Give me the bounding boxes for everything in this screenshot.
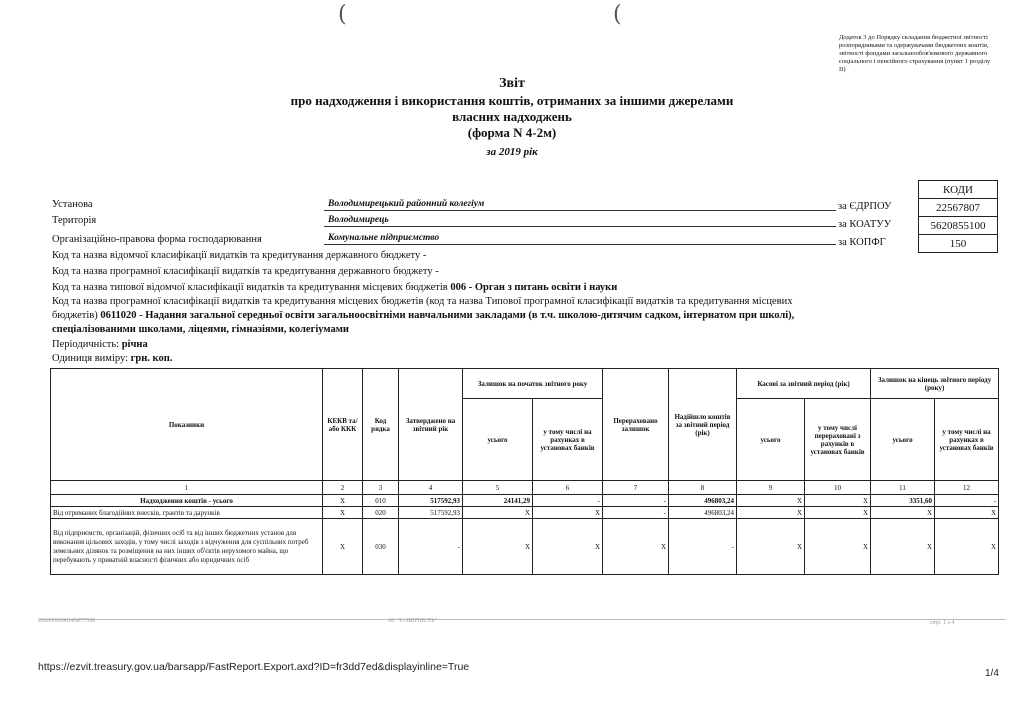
row-start-total: 24141,29 bbox=[463, 495, 533, 507]
print-url: https://ezvit.treasury.gov.ua/barsapp/FastReport.Export.axd?ID=fr3dd7ed&displayinline=True bbox=[38, 661, 470, 673]
row-kekv: X bbox=[323, 507, 363, 519]
edrpou-label: за ЄДРПОУ bbox=[838, 201, 892, 212]
report-subtitle-1: про надходження і використання коштів, отриманих за іншими джерелами bbox=[290, 93, 734, 108]
row-start-bank: - bbox=[533, 495, 603, 507]
header-transferred: Перераховано залишок bbox=[603, 369, 669, 481]
punch-mark-right: ( bbox=[613, 2, 622, 27]
row-received: 496803,24 bbox=[669, 495, 737, 507]
koatuu-label: за КОАТУУ bbox=[838, 219, 892, 230]
legal-form-value: Комунальне підприємство bbox=[324, 232, 836, 245]
col-num: 9 bbox=[737, 481, 805, 495]
row-transferred: X bbox=[603, 519, 669, 575]
kopfg-label: за КОПФГ bbox=[838, 237, 886, 248]
row-name: Надходження коштів - усього bbox=[51, 495, 323, 507]
row-cash-total: X bbox=[737, 507, 805, 519]
koatuu-value: 5620855100 bbox=[919, 217, 998, 235]
col-num: 6 bbox=[533, 481, 603, 495]
row-approved: 517592,93 bbox=[399, 507, 463, 519]
local-dept-classification: Код та назва типової відомчої класифікації видатків та кредитування місцевих бюджетів 006 - Орган з питань освіти і науки bbox=[52, 282, 618, 293]
row-cash-bank: X bbox=[805, 507, 871, 519]
row-cash-total: X bbox=[737, 519, 805, 575]
row-approved: 517592,93 bbox=[399, 495, 463, 507]
row-name: Від підприємств, організацій, фізичних осіб та від інших бюджетних установ для виконання цільових заходів, у тому числі заходів з відчуження для суспільних потреб земельних ділянок та розміщення на них інших об'єктів нерухомого майна, що перебувають у приватній власності фізичних або юридичних осіб bbox=[51, 519, 323, 575]
state-program-classification: Код та назва програмної класифікації видатків та кредитування державного бюджету - bbox=[52, 266, 439, 277]
state-dept-classification: Код та назва відомчої класифікації видатків та кредитування державного бюджету - bbox=[52, 250, 427, 261]
row-end-bank: X bbox=[935, 519, 999, 575]
col-num: 7 bbox=[603, 481, 669, 495]
table-row bbox=[51, 519, 999, 575]
footer-doc-id: 2020000096145677556 bbox=[38, 618, 95, 624]
unit: Одиниця виміру: грн. коп. bbox=[52, 353, 173, 364]
header-received: Надійшло коштів за звітний період (рік) bbox=[669, 369, 737, 481]
annex-note: Додаток 3 до Порядку складання бюджетної звітності розпорядниками та одержувачами бюджетних коштів, звітності фондами загальнообов'язкового державного соціального і пенсійного страхування (пункт 1 розділу II) bbox=[839, 34, 991, 73]
institution-value: Володимирецький районний колегіум bbox=[324, 198, 836, 211]
row-name: Від отриманих благодійних внесків, грантів та дарунків bbox=[51, 507, 323, 519]
local-program-classification-3: спеціалізованими школами, ліцеями, гімназіями, колегіумами bbox=[52, 324, 349, 335]
header-end-bank: у тому числі на рахунках в установах банків bbox=[935, 399, 999, 481]
row-start-total: X bbox=[463, 519, 533, 575]
periodicity: Періодичність: річна bbox=[52, 339, 148, 350]
row-code: 010 bbox=[363, 495, 399, 507]
header-cash: Касові за звітний період (рік) bbox=[737, 369, 871, 399]
row-end-bank: X bbox=[935, 507, 999, 519]
header-start-total: усього bbox=[463, 399, 533, 481]
row-start-bank: X bbox=[533, 507, 603, 519]
report-period: за 2019 рік bbox=[486, 146, 538, 158]
row-end-bank: - bbox=[935, 495, 999, 507]
edrpou-value: 22567807 bbox=[919, 199, 998, 217]
row-transferred: - bbox=[603, 507, 669, 519]
col-num: 3 bbox=[363, 481, 399, 495]
col-num: 10 bbox=[805, 481, 871, 495]
table-row bbox=[51, 495, 999, 507]
territory-value: Володимирець bbox=[324, 214, 836, 227]
header-end-total: усього bbox=[871, 399, 935, 481]
row-kekv: X bbox=[323, 519, 363, 575]
row-end-total: X bbox=[871, 507, 935, 519]
row-received: - bbox=[669, 519, 737, 575]
local-program-classification-2: бюджетів) 0611020 - Надання загальної середньої освіти загальноосвітніми навчальними закладами (в т.ч. школою-дитячим садком, інтернатом при школі), bbox=[52, 310, 795, 321]
table-row bbox=[51, 507, 999, 519]
punch-mark-left: ( bbox=[338, 2, 347, 27]
row-cash-bank: X bbox=[805, 495, 871, 507]
codes-table bbox=[918, 180, 998, 253]
row-cash-total: X bbox=[737, 495, 805, 507]
header-indicators: Показники bbox=[51, 369, 323, 481]
territory-label: Територія bbox=[52, 215, 97, 226]
header-approved: Затверджено на звітний рік bbox=[399, 369, 463, 481]
row-code: 030 bbox=[363, 519, 399, 575]
col-num: 11 bbox=[871, 481, 935, 495]
header-kekv: КЕКВ та/або ККК bbox=[323, 369, 363, 481]
col-num: 12 bbox=[935, 481, 999, 495]
header-cash-bank: у тому числі перераховані з рахунків в установах банків bbox=[805, 399, 871, 481]
report-title: Звіт bbox=[499, 76, 525, 91]
row-approved: - bbox=[399, 519, 463, 575]
footer-divider bbox=[38, 619, 1006, 620]
header-start-bank: у тому числі на рахунках в установах банків bbox=[533, 399, 603, 481]
row-code: 020 bbox=[363, 507, 399, 519]
col-num: 2 bbox=[323, 481, 363, 495]
row-end-total: 3351,60 bbox=[871, 495, 935, 507]
col-num: 5 bbox=[463, 481, 533, 495]
header-balance-start: Залишок на початок звітного року bbox=[463, 369, 603, 399]
row-start-total: X bbox=[463, 507, 533, 519]
row-cash-bank: X bbox=[805, 519, 871, 575]
institution-label: Установа bbox=[52, 199, 93, 210]
col-num: 4 bbox=[399, 481, 463, 495]
kopfg-value: 150 bbox=[919, 235, 998, 253]
report-subtitle-2: власних надходжень bbox=[452, 109, 572, 124]
codes-header: КОДИ bbox=[919, 181, 998, 199]
row-kekv: X bbox=[323, 495, 363, 507]
header-balance-end: Залишок на кінець звітного періоду (року) bbox=[871, 369, 999, 399]
col-num: 1 bbox=[51, 481, 323, 495]
print-page-number: 1/4 bbox=[985, 668, 999, 679]
row-end-total: X bbox=[871, 519, 935, 575]
report-table bbox=[50, 368, 999, 575]
col-num: 8 bbox=[669, 481, 737, 495]
footer-system: АС "Є-ЗВІТНІСТЬ" bbox=[388, 618, 438, 624]
header-cash-total: усього bbox=[737, 399, 805, 481]
row-received: 496803,24 bbox=[669, 507, 737, 519]
local-program-classification-1: Код та назва програмної класифікації видатків та кредитування місцевих бюджетів (код та назва Типової програмної класифікації видатків та кредитування місцевих bbox=[52, 296, 793, 307]
header-code: Код рядка bbox=[363, 369, 399, 481]
row-start-bank: X bbox=[533, 519, 603, 575]
footer-page-of: стр. 1 з 4 bbox=[930, 620, 955, 626]
row-transferred: - bbox=[603, 495, 669, 507]
column-numbers-row bbox=[51, 481, 999, 495]
legal-form-label: Організаційно-правова форма господарювання bbox=[52, 234, 262, 245]
report-form: (форма N 4-2м) bbox=[467, 125, 557, 140]
